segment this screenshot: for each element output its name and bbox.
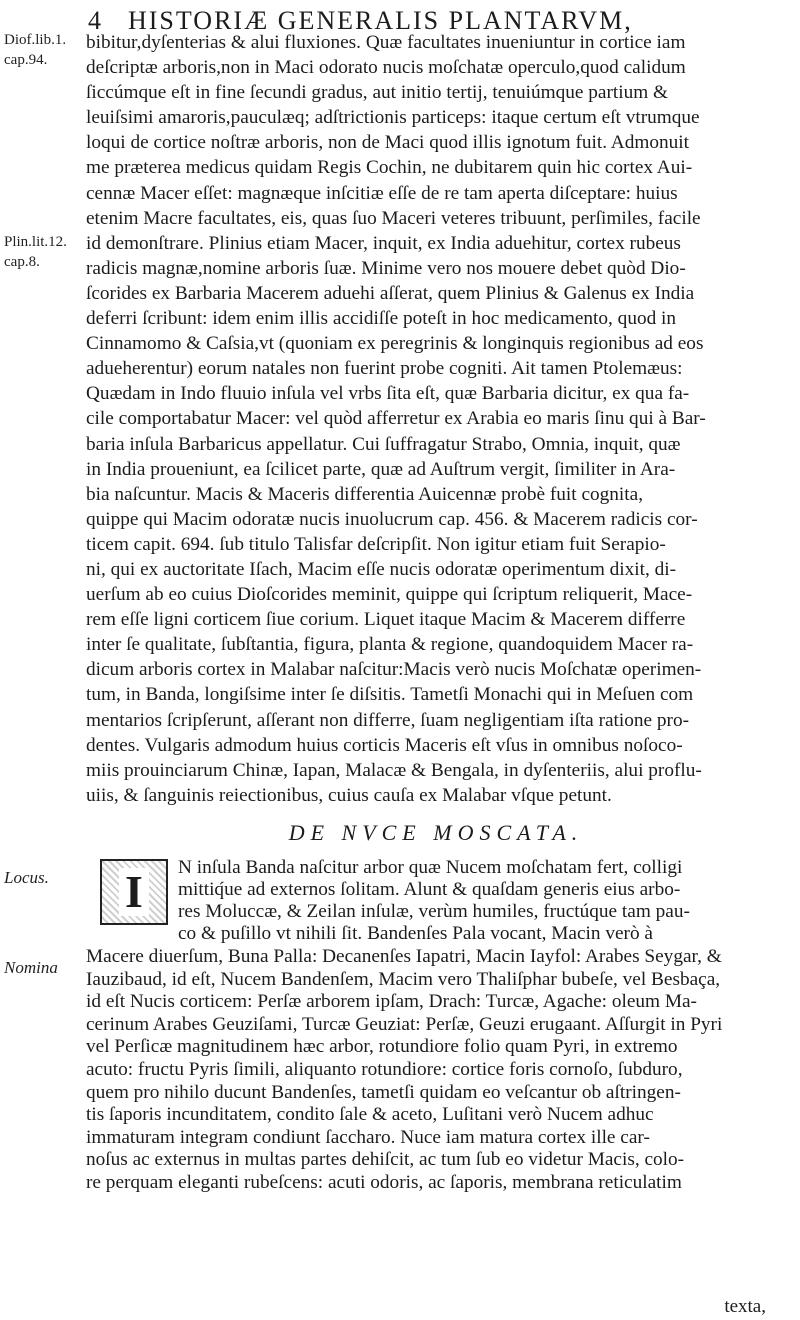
text-line: res Moluccæ, & Zeilan inſulæ, verùm humiles, fructúque tam pau-: [178, 901, 690, 922]
text-line: noſus ac externus in multas partes dehiſcit, ac tum ſub eo videtur Macis, colo-: [86, 1149, 685, 1171]
text-line: ticem capit. 694. ſub titulo Talisfar deſcripſit. Non igitur etiam fuit Serapio-: [86, 533, 666, 555]
body-text-indented: [178, 857, 786, 945]
margin-note-dioscorides: Diof.lib.1. cap.94.: [4, 32, 67, 68]
text-line: Cinnamomo & Caſsia,vt (quoniam ex peregrinis & longinquis regionibus ad eos: [86, 333, 704, 355]
text-line: id demonſtrare. Plinius etiam Macer, inquit, ex India aduehitur, cortex rubeus: [86, 232, 681, 254]
text-line: ſcorides ex Barbaria Macerem aduehi aſſerat, quem Plinius & Galenus ex India: [86, 282, 695, 304]
text-line: loqui de cortice noſtræ arboris, non de Maci quod illis ignotum fuit. Admonuit: [86, 132, 689, 154]
text-line: vel Perſicæ magnitudinem hæc arbor, rotundiore folio quam Pyri, in extremo: [86, 1036, 678, 1058]
page-number: 4: [88, 6, 103, 35]
running-title: HISTORIÆ GENERALIS PLANTARVM,: [128, 6, 633, 35]
text-line: bia naſcuntur. Macis & Maceris differentia Auicennæ probè fuit cognita,: [86, 483, 644, 505]
text-line: deſcriptæ arboris,non in Maci odorato nucis moſchatæ operculo,quod calidum: [86, 57, 686, 79]
text-line: leuiſsimi amaroris,pauculæq; adſtrictionis particeps: itaque certum eſt vtrumque: [86, 107, 700, 129]
text-line: quem pro nihilo ducunt Bandenſes, tametſi quidam eo veſcantur ob aſtringen-: [86, 1081, 681, 1103]
text-line: rem eſſe ligni corticem ſiue corium. Liquet itaque Macim & Macerem differre: [86, 609, 686, 631]
decorated-initial: [100, 859, 168, 925]
text-line: Quædam in Indo fluuio inſula vel vrbs ſita eſt, quæ Barbaria dicitur, ex qua fa-: [86, 383, 690, 405]
text-line: cerinum Arabes Geuziſami, Turcæ Geuziat: Perſæ, Geuzi erugaant. Aſſurgit in Pyri: [86, 1013, 723, 1035]
text-line: id eſt Nucis corticem: Perſæ arborem ipſam, Drach: Turcæ, Agache: oleum Ma-: [86, 991, 697, 1013]
text-line: co & puſillo vt nihili ſit. Bandenſes Pala vocant, Macin verò à: [178, 923, 653, 944]
text-line: ni, qui ex auctoritate Iſach, Macim eſſe nucis odoratæ operimentum dixit, di-: [86, 558, 677, 580]
text-line: Macere diuerſum, Buna Palla: Decanenſes Iapatri, Macin Iayfol: Arabes Seygar, &: [86, 946, 722, 967]
text-line: miis prouinciarum Chinæ, Iapan, Malacæ & Bengala, in dyſenteriis, alui proflu-: [86, 759, 702, 781]
text-line: radicis magnæ,nomine arboris ſuæ. Minime vero nos mouere debet quòd Dio-: [86, 257, 686, 279]
text-line: acuto: fructu Pyris ſimili, aliquanto rotundiore: cortice foris cornoſo, ſubduro,: [86, 1058, 683, 1080]
text-line: uiis, & ſanguinis reiectionibus, cuius cauſa ex Malabar vſque petunt.: [86, 784, 612, 806]
text-line: uerſum ab eo cuius Dioſcorides meminit, quippe qui ſcriptum reliquerit, Mace-: [86, 584, 693, 606]
text-line: dicum arboris cortex in Malabar naſcitur:Macis verò nucis Moſchatæ operimen-: [86, 659, 702, 681]
drop-cap-letter: I: [119, 868, 149, 916]
text-line: quippe qui Macim odoratæ nucis inuolucrum cap. 456. & Macerem radicis cor-: [86, 508, 698, 530]
text-line: me præterea medicus quidam Regis Cochin, ne dubitarem quin hic cortex Aui-: [86, 157, 693, 179]
text-line: tis ſaporis incunditatem, condito ſale & aceto, Luſitani verò Nucem adhuc: [86, 1104, 654, 1126]
text-line: mittiq́ue ad externos ſolitam. Alunt & quaſdam generis eius arbo-: [178, 879, 681, 900]
text-line: cile comportabatur Macer: vel quòd afferretur ex Arabia eo maris ſinu qui à Bar-: [86, 408, 706, 430]
text-line: tum, in Banda, longiſsime inter ſe diſsitis. Tametſi Monachi qui in Meſuen com: [86, 684, 694, 706]
margin-note-plinius: Plin.lit.12. cap.8.: [4, 234, 67, 270]
catchword: texta,: [724, 1296, 766, 1317]
text-line: baria inſula Barbaricus appellatur. Cui ſuffragatur Strabo, Omnia, inquit, quæ: [86, 433, 681, 455]
text-line: immaturam integram condiunt ſaccharo. Nuce iam matura cortex ille car-: [86, 1126, 650, 1148]
body-text-upper: [86, 30, 786, 808]
text-line: dentes. Vulgaris admodum huius corticis Maceris eſt vſus in omnibus noſoco-: [86, 734, 683, 756]
text-line: Iauzibaud, id eſt, Nucem Bandenſem, Macim vero Thaliſphar bubeſe, vel Besbaça,: [86, 968, 721, 990]
margin-note-locus: Locus.: [4, 868, 49, 887]
text-line: in India proueniunt, ea ſcilicet parte, quæ ad Auſtrum vergit, ſimiliter in Ara-: [86, 458, 676, 480]
body-text-lower: [86, 946, 786, 1195]
text-line: adueherentur) eorum natales non fuerint probe cogniti. Ait tamen Ptolemæus:: [86, 358, 683, 380]
text-line: cennæ Macer eſſet: magnæque inſcitiæ eſſe de re tam aperta diſceptare: huius: [86, 182, 678, 204]
margin-note-nomina: Nomina: [4, 958, 58, 977]
text-line: ſiccúmque eſt in fine ſecundi gradus, aut initio tertij, tenuiúmque partium &: [86, 82, 669, 104]
text-line: inter ſe qualitate, ſubſtantia, figura, planta & regione, quandoquidem Macer ra-: [86, 634, 694, 656]
text-line: bibitur,dyſenterias & alui fluxiones. Quæ facultates inueniuntur in cortice iam: [86, 32, 686, 53]
section-title: DE NVCE MOSCATA.: [288, 820, 584, 845]
text-line: N inſula Banda naſcitur arbor quæ Nucem moſchatam fert, colligi: [178, 857, 683, 878]
text-line: mentarios ſcripſerunt, aſſerant non differre, ſuam negligentiam iſta ratione pro-: [86, 709, 690, 731]
text-line: deferri ſcribunt: idem enim illis accidiſſe poteſt in hoc medicamento, quod in: [86, 308, 677, 330]
text-line: etenim Macre facultates, eis, quas ſuo Maceri veteres tribuunt, perſimiles, facile: [86, 207, 701, 229]
text-line: re perquam eleganti rubeſcens: acuti odoris, ac ſaporis, membrana reticulatim: [86, 1171, 682, 1193]
